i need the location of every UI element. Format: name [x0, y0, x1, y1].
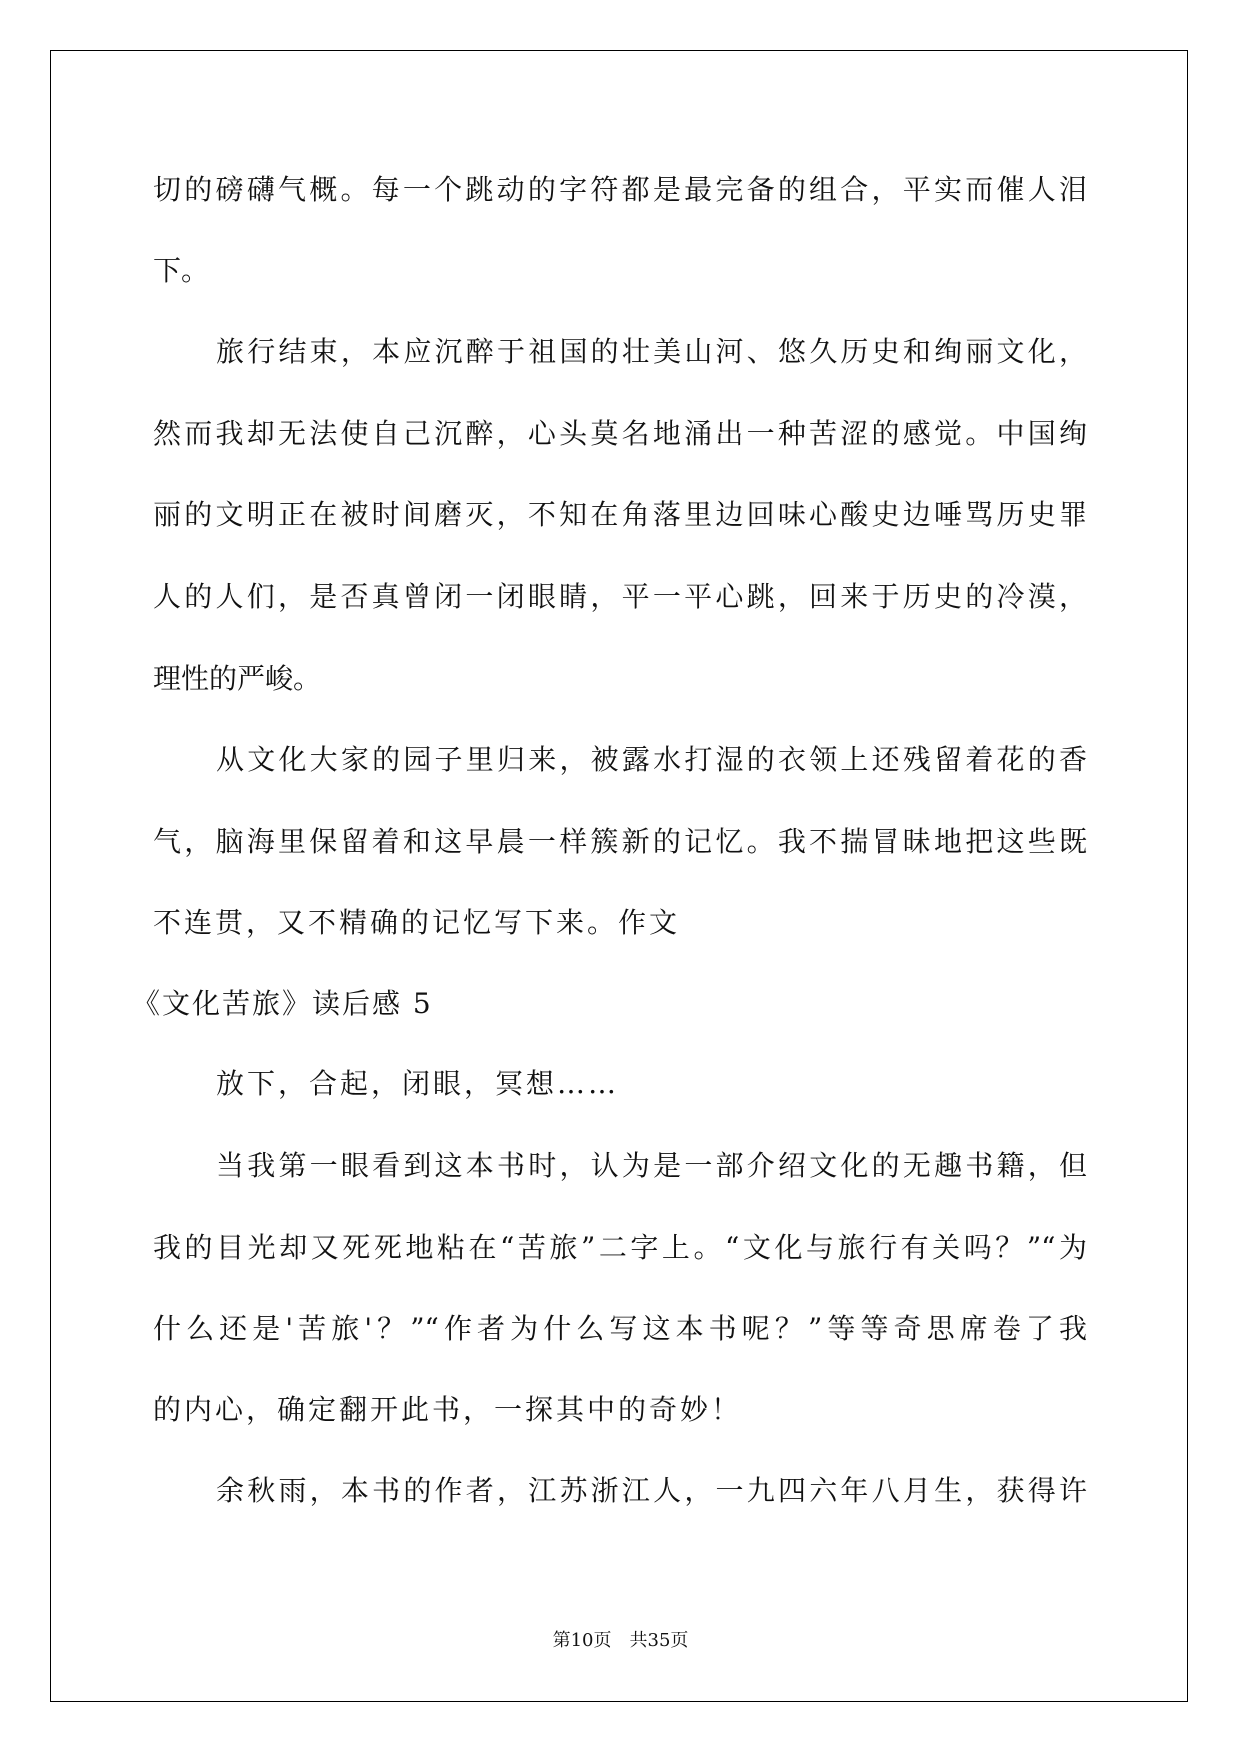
- text-line: 我的目光却又死死地粘在“苦旅”二字上。“文化与旅行有关吗？”“为: [153, 1231, 1087, 1264]
- text-line: 人的人们，是否真曾闭一闭眼睛，平一平心跳，回来于历史的冷漠，: [153, 580, 1087, 613]
- text-line: 什么还是'苦旅'？”“作者为什么写这本书呢？”等等奇思席卷了我: [153, 1312, 1087, 1345]
- page-number: 第10页 共35页: [552, 1630, 689, 1651]
- text-line: 丽的文明正在被时间磨灭，不知在角落里边回味心酸史边唾骂历史罪: [153, 498, 1087, 531]
- section-heading: 《文化苦旅》读后感 5: [132, 987, 433, 1020]
- text-line: 气，脑海里保留着和这早晨一样簇新的记忆。我不揣冒昧地把这些既: [153, 825, 1087, 858]
- text-line: 余秋雨，本书的作者，江苏浙江人，一九四六年八月生，获得许: [216, 1474, 1087, 1507]
- text-line: 旅行结束，本应沉醉于祖国的壮美山河、悠久历史和绚丽文化，: [216, 335, 1087, 368]
- text-line: 理性的严峻。: [153, 662, 322, 695]
- text-line: 从文化大家的园子里归来，被露水打湿的衣领上还残留着花的香: [216, 743, 1087, 776]
- text-line: 下。: [153, 254, 210, 287]
- text-line: 切的磅礴气概。每一个跳动的字符都是最完备的组合，平实而催人泪: [153, 173, 1087, 206]
- text-line: 放下，合起，闭眼，冥想……: [216, 1067, 620, 1100]
- page-border: [50, 50, 1188, 1702]
- text-line: 的内心，确定翻开此书，一探其中的奇妙！: [153, 1393, 743, 1426]
- text-line: 不连贯，又不精确的记忆写下来。作文: [153, 906, 681, 939]
- text-line: 当我第一眼看到这本书时，认为是一部介绍文化的无趣书籍，但: [216, 1149, 1087, 1182]
- text-line: 然而我却无法使自己沉醉，心头莫名地涌出一种苦涩的感觉。中国绚: [153, 417, 1087, 450]
